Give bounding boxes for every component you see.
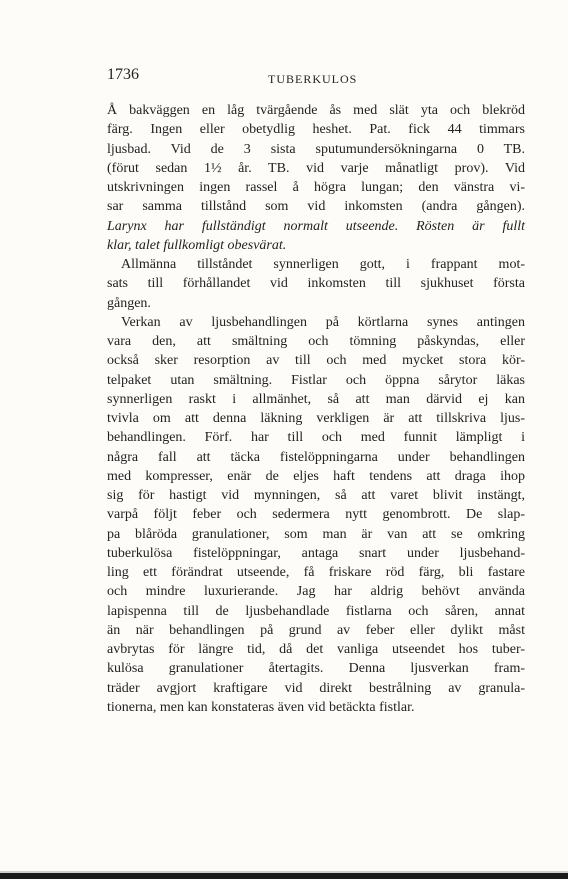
text-line: tvivla om att denna läkning verkligen är att tillskriva ljus- [107, 411, 525, 426]
text-line: sats till förhållandet vid inkomsten till sjukhuset första [107, 276, 525, 292]
body-text [107, 101, 525, 717]
text-line: Allmänna tillståndet synnerligen gott, i frappant mot- [121, 257, 525, 272]
text-line: synnerligen raskt i allmänhet, så att man därvid ej kan [107, 391, 525, 407]
text-line: Å bakväggen en låg tvärgående ås med slät yta och blekröd [107, 103, 525, 118]
page-number: 1736 [107, 66, 139, 83]
text-line: ljusbad. Vid de 3 sista sputumundersökningarna 0 TB. [107, 141, 525, 157]
text-line: tuberkulösa fistelöppningar, antaga snart under ljusbehand- [107, 545, 525, 561]
text-line: telpaket utan smältning. Fistlar och öppna sårytor läkas [107, 372, 525, 388]
text-line: Larynx har fullständigt normalt utseende. Rösten är fullt [107, 218, 525, 234]
text-line: pa blåröda granulationer, som man är van att se omkring [107, 526, 525, 542]
text-line: lapispenna till de ljusbehandlade fistlarna och såren, annat [107, 603, 525, 619]
text-line: med kompresser, enär de eljes haft tendens att draga ihop [107, 468, 525, 484]
text-line: kulösa granulationer återtagits. Denna ljusverkan fram- [107, 661, 525, 677]
text-line: färg. Ingen eller obetydlig heshet. Pat. fick 44 timmars [107, 122, 525, 138]
text-line: behandlingen. Förf. har till och med funnit lämpligt i [107, 430, 525, 446]
running-head-title: TUBERKULOS [268, 72, 358, 86]
text-line: tionerna, men kan konstateras även vid betäckta fistlar. [107, 699, 415, 715]
running-head [107, 66, 437, 90]
text-line: varpå följt feber och sedermera nytt genombrott. De slap- [107, 507, 525, 523]
text-line: Verkan av ljusbehandlingen på körtlarna synes antingen [121, 314, 525, 330]
text-line: träder avgjort kraftigare vid direkt bestrålning av granula- [107, 680, 525, 696]
text-line: sig för hastigt vid mynningen, så att varet blivit instängt, [107, 488, 525, 503]
text-line: och mindre luxurierande. Jag har aldrig behövt använda [107, 584, 525, 600]
text-line: några fall att täcka fistelöppningarna under behandlingen [107, 449, 525, 465]
text-line: än när behandlingen på grund av feber eller dylikt måst [107, 622, 525, 638]
text-line: ling ett förändrat utseende, få friskare röd färg, bli fastare [107, 565, 525, 580]
scan-edge [0, 873, 568, 879]
text-line: utskrivningen ingen rassel å högra lungan; den vänstra vi- [107, 180, 525, 195]
text-line: gången. [107, 295, 151, 311]
text-line: vara den, att smältning och tömning påskyndas, eller [107, 334, 525, 349]
text-line: avbrytas för längre tid, då det vanliga utseendet hos tuber- [107, 642, 525, 657]
text-line: också sker resorption av till och med mycket stora kör- [107, 353, 525, 369]
text-line: (förut sedan 1½ år. TB. vid varje månatligt prov). Vid [107, 160, 525, 176]
text-line: sar samma tillstånd som vid inkomsten (andra gången). [107, 199, 525, 215]
text-line: klar, talet fullkomligt obesvärat. [107, 237, 287, 253]
